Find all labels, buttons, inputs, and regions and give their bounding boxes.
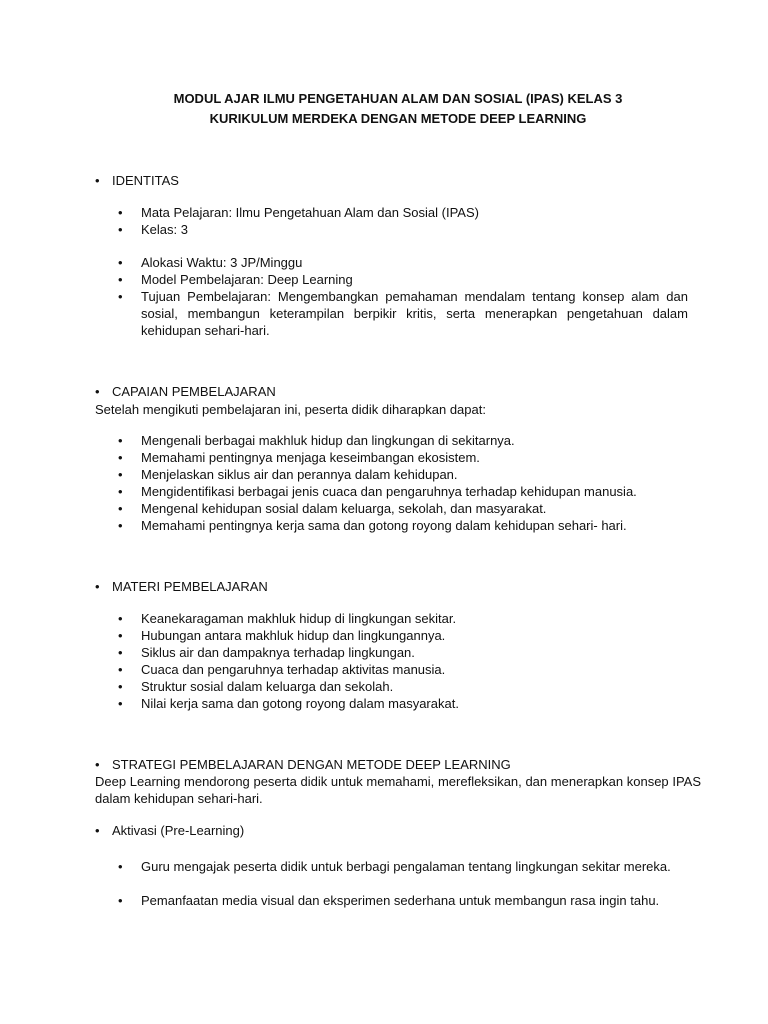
list-item: • Model Pembelajaran: Deep Learning xyxy=(118,272,353,287)
section-heading-identitas: • IDENTITAS xyxy=(95,173,179,188)
bullet-icon: • xyxy=(95,579,100,594)
subsection-heading-aktivasi: • Aktivasi (Pre-Learning) xyxy=(95,823,245,838)
list-item: • Struktur sosial dalam keluarga dan sekolah. xyxy=(118,679,394,694)
list-item: • Siklus air dan dampaknya terhadap lingkungan. xyxy=(118,645,415,660)
bullet-icon: • xyxy=(118,501,123,516)
document-title-line-2: KURIKULUM MERDEKA DENGAN METODE DEEP LEARNING xyxy=(209,111,587,126)
section-intro-strategi: Deep Learning mendorong peserta didik untuk memahami, merefleksikan, dan menerapkan konsep IPAS dalam kehidupan sehari-hari. xyxy=(95,774,701,806)
bullet-icon: • xyxy=(118,518,123,533)
list-item: • Kelas: 3 xyxy=(118,222,188,237)
bullet-icon: • xyxy=(118,255,123,270)
bullet-icon: • xyxy=(118,272,123,287)
section-heading-materi: • MATERI PEMBELAJARAN xyxy=(95,579,268,594)
list-item: • Cuaca dan pengaruhnya terhadap aktivitas manusia. xyxy=(118,662,446,677)
list-item: • Mengidentifikasi berbagai jenis cuaca dan pengaruhnya terhadap kehidupan manusia. xyxy=(118,484,637,499)
bullet-icon: • xyxy=(118,628,123,643)
bullet-icon: • xyxy=(118,893,123,908)
list-item: • Menjelaskan siklus air dan perannya dalam kehidupan. xyxy=(118,467,458,482)
bullet-icon: • xyxy=(118,467,123,482)
list-item: • Mengenali berbagai makhluk hidup dan lingkungan di sekitarnya. xyxy=(118,433,515,448)
bullet-icon: • xyxy=(118,205,123,220)
bullet-icon: • xyxy=(118,662,123,677)
bullet-icon: • xyxy=(118,859,123,874)
bullet-icon: • xyxy=(118,450,123,465)
list-item: • Hubungan antara makhluk hidup dan lingkungannya. xyxy=(118,628,446,643)
bullet-icon: • xyxy=(118,645,123,660)
section-heading-strategi: • STRATEGI PEMBELAJARAN DENGAN METODE DEEP LEARNING xyxy=(95,757,511,772)
document-title-line-1: MODUL AJAR ILMU PENGETAHUAN ALAM DAN SOSIAL (IPAS) KELAS 3 xyxy=(173,91,623,106)
list-item: • Mengenal kehidupan sosial dalam keluarga, sekolah, dan masyarakat. xyxy=(118,501,547,516)
bullet-icon: • xyxy=(118,289,123,304)
bullet-icon: • xyxy=(118,484,123,499)
bullet-icon: • xyxy=(95,173,100,188)
bullet-icon: • xyxy=(118,433,123,448)
list-item: • Pemanfaatan media visual dan eksperimen sederhana untuk membangun rasa ingin tahu. xyxy=(118,893,660,908)
bullet-icon: • xyxy=(95,757,100,772)
list-item: • Memahami pentingnya kerja sama dan gotong royong dalam kehidupan sehari- hari. xyxy=(118,518,627,533)
list-item: • Mata Pelajaran: Ilmu Pengetahuan Alam dan Sosial (IPAS) xyxy=(118,205,479,220)
bullet-icon: • xyxy=(95,823,100,838)
section-intro-capaian: Setelah mengikuti pembelajaran ini, peserta didik diharapkan dapat: xyxy=(95,402,486,417)
bullet-icon: • xyxy=(95,384,100,399)
list-item: • Nilai kerja sama dan gotong royong dalam masyarakat. xyxy=(118,696,459,711)
list-item: • Memahami pentingnya menjaga keseimbangan ekosistem. xyxy=(118,450,480,465)
section-heading-capaian: • CAPAIAN PEMBELAJARAN xyxy=(95,384,276,399)
bullet-icon: • xyxy=(118,679,123,694)
list-item: • Guru mengajak peserta didik untuk berbagi pengalaman tentang lingkungan sekitar mereka. xyxy=(118,859,671,874)
bullet-icon: • xyxy=(118,222,123,237)
list-item: • Keanekaragaman makhluk hidup di lingkungan sekitar. xyxy=(118,611,457,626)
bullet-icon: • xyxy=(118,696,123,711)
bullet-icon: • xyxy=(118,611,123,626)
list-item: • Alokasi Waktu: 3 JP/Minggu xyxy=(118,255,303,270)
list-item: • Tujuan Pembelajaran: Mengembangkan pemahaman mendalam tentang konsep alam dan sosial, membangun keterampilan berpikir kritis, serta menerapkan pengetahuan dalam kehidupan sehari-hari. xyxy=(118,289,688,338)
